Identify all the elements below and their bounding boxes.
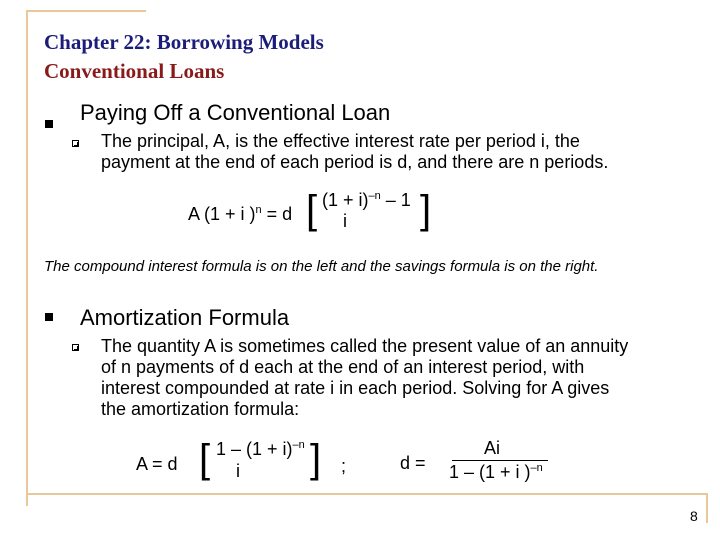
- eq1-numerator-tail: – 1: [380, 190, 411, 210]
- eq3-denominator-exponent: –n: [530, 462, 543, 474]
- eq1-numerator-exponent: –n: [368, 190, 381, 202]
- formula-note: The compound interest formula is on the left and the savings formula is on the right.: [44, 258, 599, 275]
- section2-text-line3: interest compounded at rate i in each period. Solving for A gives: [101, 378, 610, 398]
- bullet-square-icon: [45, 313, 53, 321]
- sub-bullet-icon: [72, 140, 79, 147]
- eq2-left-bracket: [: [199, 437, 211, 481]
- eq2-separator: ;: [341, 456, 347, 476]
- eq3-denominator-text: 1 – (1 + i ): [449, 462, 531, 482]
- bullet-square-icon: [45, 120, 53, 128]
- frame-bottom-rule: [26, 493, 708, 495]
- eq2-numerator: [216, 439, 305, 460]
- eq2-numerator-exponent: –n: [292, 439, 305, 451]
- section1-text-line2: payment at the end of each period is d, and there are n periods.: [101, 152, 609, 172]
- eq3-left: d =: [400, 453, 426, 473]
- eq3-denominator: [449, 462, 543, 483]
- section1-heading: Paying Off a Conventional Loan: [80, 100, 391, 125]
- eq2-denominator: i: [236, 461, 240, 481]
- eq1-numerator: [322, 190, 411, 211]
- eq1-equals: = d: [261, 204, 293, 224]
- eq2-numerator-text: 1 – (1 + i): [216, 439, 293, 459]
- eq1-numerator-text: (1 + i): [322, 190, 369, 210]
- eq1-left: [188, 204, 292, 225]
- eq2-left: A = d: [136, 454, 178, 474]
- frame-left-rule: [26, 10, 28, 506]
- frame-top-rule: [26, 10, 146, 12]
- eq1-left-text: A (1 + i ): [188, 204, 256, 224]
- frame-right-rule: [706, 493, 708, 523]
- eq1-right-bracket: ]: [420, 188, 432, 232]
- slide-subtitle: Conventional Loans: [44, 59, 225, 83]
- eq2-right-bracket: ]: [310, 437, 322, 481]
- sub-bullet-icon: [72, 344, 79, 351]
- eq1-exponent: n: [255, 204, 262, 216]
- page-number: 8: [690, 508, 698, 524]
- slide-title: Chapter 22: Borrowing Models: [44, 30, 324, 54]
- eq3-numerator: Ai: [484, 438, 501, 458]
- section2-heading: Amortization Formula: [80, 305, 290, 330]
- section2-text-line2: of n payments of d each at the end of an interest period, with: [101, 357, 585, 377]
- section2-text-line1: The quantity A is sometimes called the present value of an annuity: [101, 336, 629, 356]
- section1-text-line1: The principal, A, is the effective interest rate per period i, the: [101, 131, 580, 151]
- eq1-denominator: i: [343, 211, 347, 231]
- eq3-fraction-bar: [452, 460, 548, 461]
- section2-text-line4: the amortization formula:: [101, 399, 300, 419]
- eq1-left-bracket: [: [306, 188, 318, 232]
